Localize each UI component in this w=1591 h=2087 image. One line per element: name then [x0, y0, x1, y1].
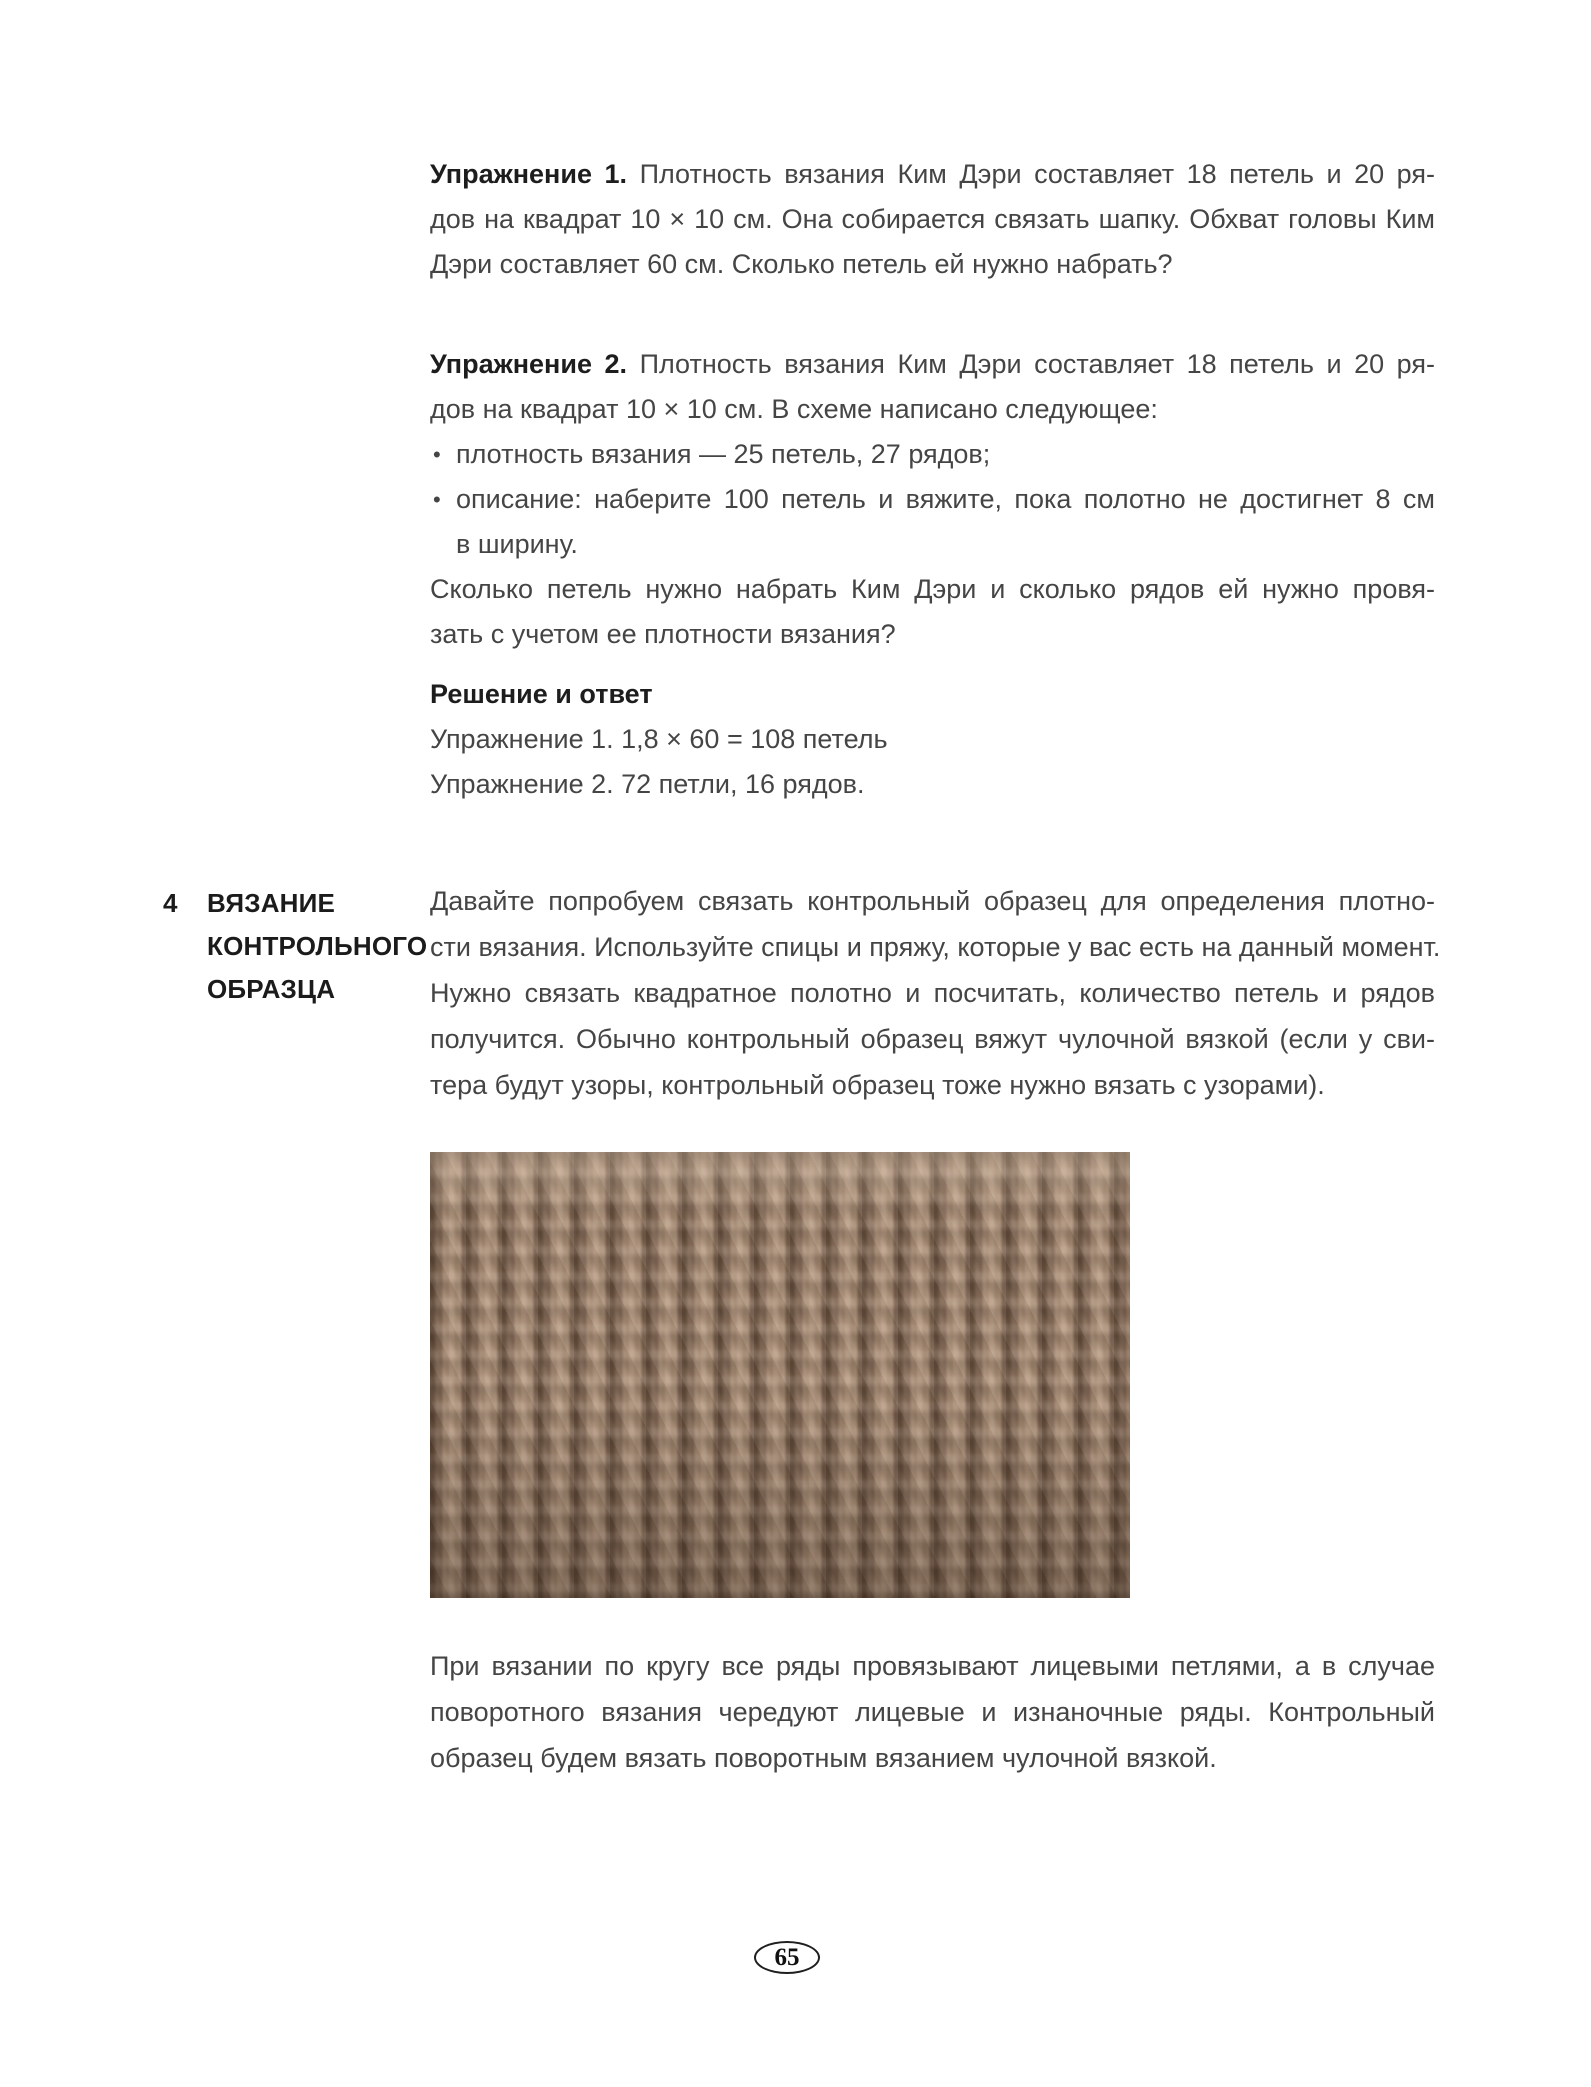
exercise-1-line-3: Дэри составляет 60 см. Сколько петель ей нужно набрать? — [430, 249, 1173, 279]
section-4-para-line-5: тера будут узоры, контрольный образец тоже нужно вязать с узорами). — [430, 1070, 1325, 1100]
exercise-2-bullet-1-text: плотность вязания — 25 петель, 27 рядов; — [456, 439, 991, 469]
section-4-para-line-1: Давайте попробуем связать контрольный образец для определения плотно- — [430, 886, 1435, 916]
knit-swatch-photo — [430, 1152, 1130, 1598]
exercise-1-line-1 — [430, 152, 1435, 197]
exercise-2-bullet-1 — [430, 432, 1435, 477]
closing-paragraph — [430, 1643, 1435, 1781]
exercise-1-line-2: дов на квадрат 10 × 10 см. Она собирается связать шапку. Обхват головы Ким — [430, 204, 1435, 234]
page-number-badge: 65 — [754, 1941, 820, 1974]
solution-heading: Решение и ответ — [430, 679, 653, 709]
exercise-1-line-1-text: Плотность вязания Ким Дэри составляет 18 петель и 20 ря- — [639, 159, 1435, 189]
bullet-icon: • — [433, 487, 441, 512]
exercise-2-paragraph — [430, 342, 1435, 657]
section-title-line-3: ОБРАЗЦА — [207, 974, 336, 1004]
section-4-para-line-3: Нужно связать квадратное полотно и посчитать, количество петель и рядов — [430, 978, 1435, 1008]
exercise-2-label: Упражнение 2. — [430, 349, 628, 379]
section-number: 4 — [163, 888, 178, 918]
exercise-1-paragraph — [430, 152, 1435, 287]
exercise-2-line-1 — [430, 342, 1435, 387]
section-4-paragraph — [430, 878, 1441, 1108]
bullet-icon: • — [433, 442, 441, 467]
section-4-para-line-4: получится. Обычно контрольный образец вяжут чулочной вязкой (если у сви- — [430, 1024, 1435, 1054]
section-title-line-1: ВЯЗАНИЕ — [207, 888, 336, 918]
exercise-2-question-line-1: Сколько петель нужно набрать Ким Дэри и сколько рядов ей нужно провя- — [430, 574, 1435, 604]
section-title-line-2: КОНТРОЛЬНОГО — [207, 931, 428, 961]
closing-line-1: При вязании по кругу все ряды провязывают лицевыми петлями, а в случае — [430, 1651, 1435, 1681]
closing-line-2: поворотного вязания чередуют лицевые и изнаночные ряды. Контрольный — [430, 1697, 1435, 1727]
solution-line-1: Упражнение 1. 1,8 × 60 = 108 петель — [430, 724, 888, 754]
section-4-para-line-2: сти вязания. Используйте спицы и пряжу, которые у вас есть на данный момент. — [430, 932, 1441, 962]
exercise-2-line-2: дов на квадрат 10 × 10 см. В схеме написано следующее: — [430, 394, 1158, 424]
exercise-2-question-line-2: зать с учетом ее плотности вязания? — [430, 619, 896, 649]
exercise-2-bullet-2 — [430, 477, 1435, 522]
solution-block — [430, 672, 1435, 807]
solution-line-2: Упражнение 2. 72 петли, 16 рядов. — [430, 769, 865, 799]
section-title — [207, 882, 427, 1011]
exercise-2-bullet-2-continuation: в ширину. — [456, 529, 578, 559]
exercise-2-bullet-2-text: описание: наберите 100 петель и вяжите, пока полотно не достигнет 8 см — [456, 484, 1435, 514]
closing-line-3: образец будем вязать поворотным вязанием чулочной вязкой. — [430, 1743, 1217, 1773]
exercise-2-line-1-text: Плотность вязания Ким Дэри составляет 18 петель и 20 ря- — [639, 349, 1435, 379]
exercise-1-label: Упражнение 1. — [430, 159, 628, 189]
